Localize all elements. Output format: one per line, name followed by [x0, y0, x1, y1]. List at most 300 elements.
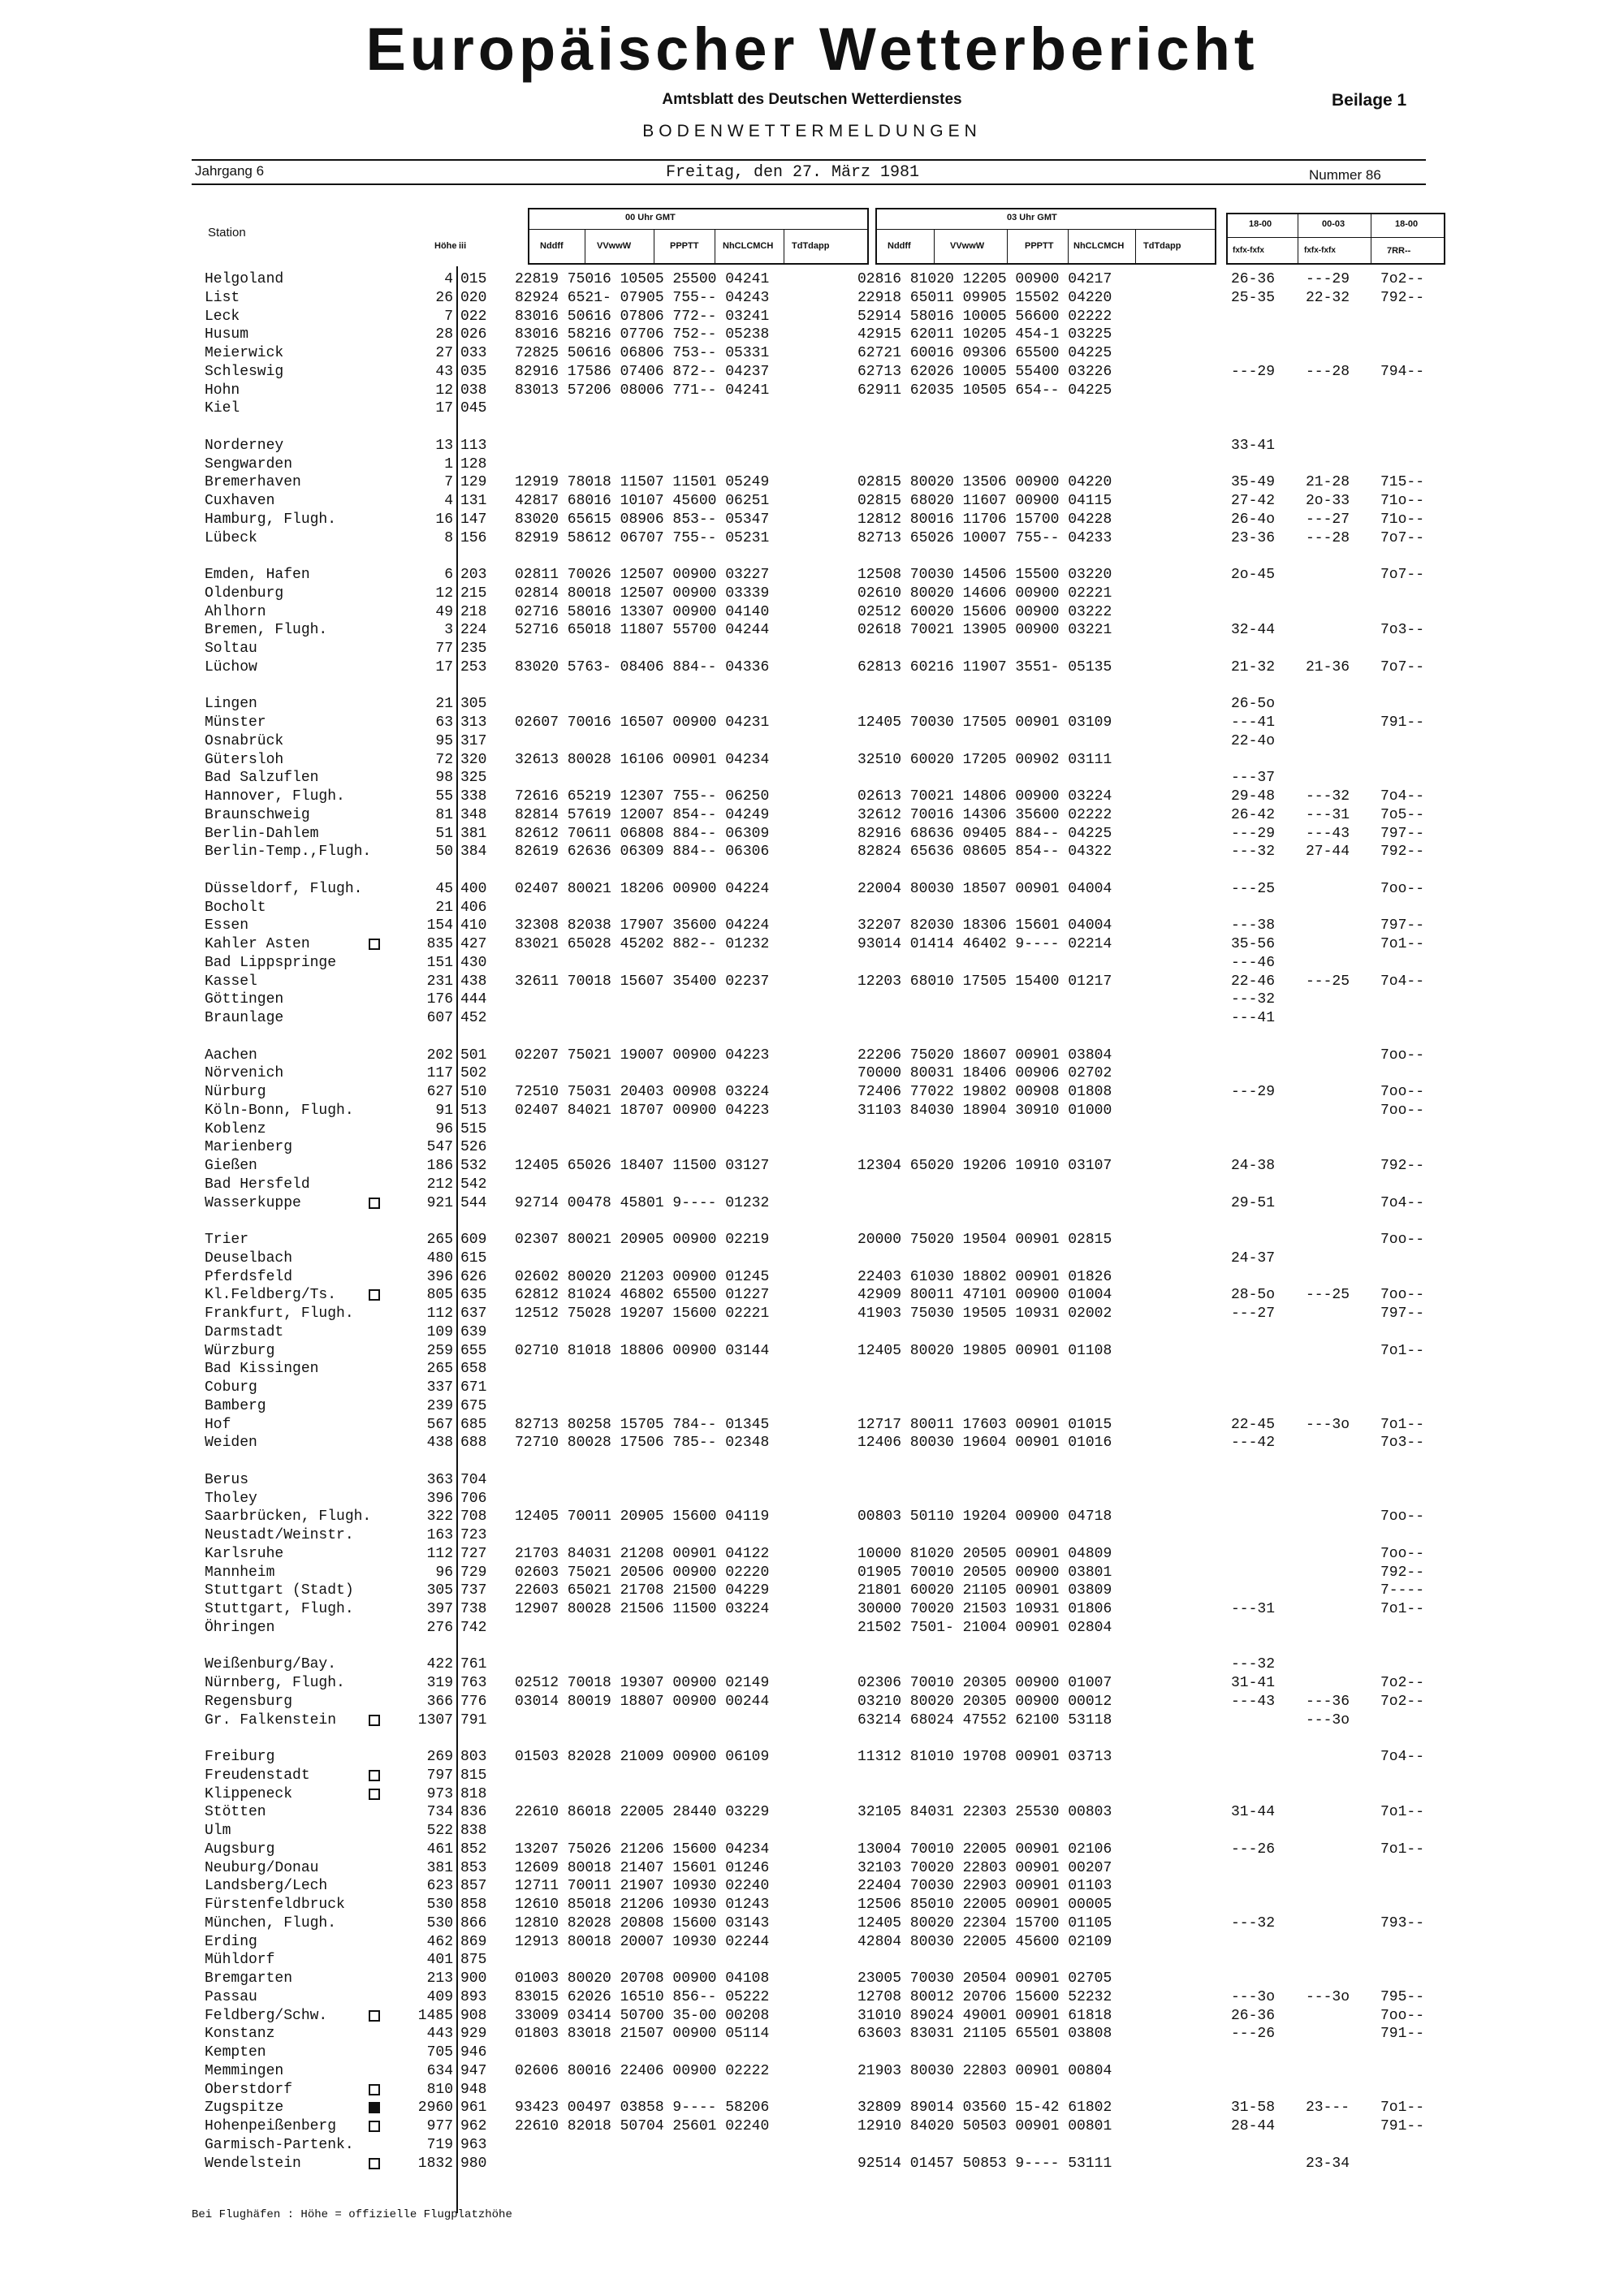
station-height: 719: [426, 2136, 453, 2153]
obs-03: 92514 01457 50853 9---- 53111: [857, 2155, 1112, 2172]
station-name: Oberstdorf: [205, 2081, 293, 2098]
station-index: 815: [460, 1767, 487, 1784]
station-height: 276: [426, 1619, 453, 1636]
obs-03: 31010 89024 49001 00901 61818: [857, 2007, 1112, 2024]
station-name: Braunschweig: [205, 806, 310, 823]
extra-00-03: 23-34: [1306, 2155, 1350, 2172]
station-index: 156: [460, 529, 487, 546]
obs-03: 12708 80012 20706 15600 52232: [857, 1988, 1112, 2005]
obs-00: 83016 58216 07706 752-- 05238: [515, 326, 770, 343]
table-row: [0, 1286, 1624, 1305]
table-row: [0, 363, 1624, 382]
extra-rr: 795--: [1380, 1988, 1425, 2005]
station-name: Münster: [205, 714, 266, 731]
extra-rr: 7oo--: [1380, 1084, 1425, 1100]
extra-18-00-a: 18-00: [1249, 219, 1272, 229]
extra-rr: 7oo--: [1380, 1232, 1425, 1248]
station-index: 035: [460, 363, 487, 380]
extra-rr: 7oo--: [1380, 1545, 1425, 1562]
station-index: 501: [460, 1047, 487, 1064]
obs-03: 62713 62026 10005 55400 03226: [857, 363, 1112, 380]
obs-00: 22819 75016 10505 25500 04241: [515, 271, 770, 287]
station-name: Lüchow: [205, 658, 257, 675]
station-name: Nörvenich: [205, 1065, 284, 1082]
station-index: 305: [460, 696, 487, 713]
station-index: 791: [460, 1711, 487, 1728]
extra-00-03: ---43: [1306, 825, 1350, 842]
station-index: 962: [460, 2118, 487, 2134]
extra-18-00: 29-51: [1231, 1194, 1276, 1211]
extra-18-00: 26-5o: [1231, 696, 1276, 713]
obs-03: 42804 80030 22005 45600 02109: [857, 1933, 1112, 1950]
subtitle: Amtsblatt des Deutschen Wetterdienstes: [662, 91, 962, 108]
station-index: 704: [460, 1471, 487, 1488]
extra-00-03: ---3o: [1306, 1416, 1350, 1433]
station-height: 921: [426, 1194, 453, 1211]
station-index: 452: [460, 1010, 487, 1026]
extra-00-03: 22-32: [1306, 289, 1350, 306]
station-index: 526: [460, 1139, 487, 1156]
obs-00: 82619 62636 06309 884-- 06306: [515, 844, 770, 861]
station-name: Hohenpeißenberg: [205, 2118, 337, 2134]
extra-18-00: 22-46: [1231, 973, 1276, 990]
extra-fxfx-a: fxfx-fxfx: [1233, 246, 1264, 255]
station-height: 154: [426, 917, 453, 934]
table-row: [0, 1822, 1624, 1841]
station-height: 28: [435, 326, 453, 343]
station-height: 239: [426, 1397, 453, 1414]
table-row: [0, 714, 1624, 732]
station-index: 045: [460, 400, 487, 417]
table-row: [0, 2044, 1624, 2062]
extra-18-00: 26-36: [1231, 271, 1276, 287]
section-title: BODENWETTERMELDUNGEN: [642, 122, 982, 140]
station-index: 381: [460, 825, 487, 842]
station-name: Wasserkuppe: [205, 1194, 301, 1211]
table-row: [0, 473, 1624, 492]
extra-18-00: 28-5o: [1231, 1287, 1276, 1304]
station-height: 50: [435, 844, 453, 861]
station-height: 45: [435, 880, 453, 897]
station-index: 427: [460, 936, 487, 952]
extra-18-00: ---41: [1231, 1010, 1276, 1026]
obs-00: 72710 80028 17506 785-- 02348: [515, 1435, 770, 1452]
station-index: 406: [460, 899, 487, 916]
extra-18-00: 33-41: [1231, 437, 1276, 454]
station-index: 875: [460, 1952, 487, 1969]
station-index: 542: [460, 1176, 487, 1193]
station-name: Braunlage: [205, 1010, 284, 1026]
station-name: Bremerhaven: [205, 474, 301, 491]
table-row: [0, 1785, 1624, 1804]
col00-ppptt: PPPTT: [670, 241, 699, 251]
station-height: 186: [426, 1158, 453, 1174]
station-name: Düsseldorf, Flugh.: [205, 880, 363, 897]
table-row: [0, 990, 1624, 1009]
station-height: 322: [426, 1508, 453, 1526]
extra-rr: 797--: [1380, 825, 1425, 842]
extra-18-00: 31-41: [1231, 1675, 1276, 1691]
station-index: 858: [460, 1897, 487, 1913]
station-index: 020: [460, 289, 487, 306]
extra-00-03: 23---: [1306, 2100, 1350, 2117]
station-height: 567: [426, 1416, 453, 1433]
extra-18-00: 26-42: [1231, 806, 1276, 823]
station-name: Gießen: [205, 1158, 257, 1174]
obs-03: 62813 60216 11907 3551- 05135: [857, 658, 1112, 675]
time-00-header: 00 Uhr GMT: [625, 213, 676, 222]
station-name: Kiel: [205, 400, 240, 417]
station-index: 893: [460, 1988, 487, 2005]
station-index: 838: [460, 1823, 487, 1839]
obs-00: 42817 68016 10107 45600 06251: [515, 493, 770, 509]
extra-18-00: 28-44: [1231, 2118, 1276, 2134]
extra-rr: 797--: [1380, 917, 1425, 934]
spacer-row: [0, 547, 1624, 566]
station-index: 235: [460, 641, 487, 657]
obs-03: 02512 60020 15606 00900 03222: [857, 603, 1112, 620]
extra-rr: 7oo--: [1380, 2007, 1425, 2024]
extra-00-03: ---28: [1306, 529, 1350, 546]
table-row: [0, 880, 1624, 899]
obs-03: 63603 83031 21105 65501 03808: [857, 2026, 1112, 2043]
obs-00: 83020 65615 08906 853-- 05347: [515, 511, 770, 528]
obs-03: 23005 70030 20504 00901 02705: [857, 1970, 1112, 1987]
extra-rr: 7o7--: [1380, 567, 1425, 583]
obs-03: 12405 80020 19805 00901 01108: [857, 1342, 1112, 1359]
station-name: Köln-Bonn, Flugh.: [205, 1102, 354, 1119]
station-name: Ulm: [205, 1823, 231, 1839]
spacer-row: [0, 677, 1624, 696]
station-index: 510: [460, 1084, 487, 1100]
table-row: [0, 2081, 1624, 2100]
obs-03: 62911 62035 10505 654-- 04225: [857, 382, 1112, 399]
spacer-row: [0, 1212, 1624, 1231]
station-height: 265: [426, 1232, 453, 1248]
obs-00: 82713 80258 15705 784-- 01345: [515, 1416, 770, 1433]
extra-18-00: 31-58: [1231, 2100, 1276, 2117]
station-name: Cuxhaven: [205, 493, 275, 509]
station-index: 033: [460, 345, 487, 361]
extra-rr: 7o2--: [1380, 1693, 1425, 1710]
station-index: 325: [460, 770, 487, 787]
obs-00: 02603 75021 20506 00900 02220: [515, 1564, 770, 1581]
extra-rr: 7----: [1380, 1582, 1425, 1599]
station-name: Saarbrücken, Flugh.: [205, 1508, 372, 1526]
extra-rr: 791--: [1380, 2026, 1425, 2043]
table-row: [0, 1767, 1624, 1785]
extra-18-00: ---3o: [1231, 1988, 1276, 2005]
extra-rr: 7o4--: [1380, 973, 1425, 990]
station-name: Essen: [205, 917, 249, 934]
table-row: [0, 344, 1624, 363]
table-row: [0, 1970, 1624, 1988]
extra-rr: 791--: [1380, 2118, 1425, 2134]
station-index: 763: [460, 1675, 487, 1691]
station-height: 112: [426, 1306, 453, 1322]
obs-03: 31103 84030 18904 30910 01000: [857, 1102, 1112, 1119]
extra-00-03: 21-28: [1306, 474, 1350, 491]
obs-00: 83015 62026 16510 856-- 05222: [515, 1988, 770, 2005]
obs-03: 21502 7501- 21004 00901 02804: [857, 1619, 1112, 1636]
station-index: 961: [460, 2100, 487, 2117]
station-index: 022: [460, 308, 487, 325]
obs-00: 12919 78018 11507 11501 05249: [515, 474, 770, 491]
station-height: 366: [426, 1693, 453, 1710]
station-name: Bad Lippspringe: [205, 954, 337, 971]
station-index: 900: [460, 1970, 487, 1987]
station-index: 128: [460, 455, 487, 473]
obs-03: 11312 81010 19708 00901 03713: [857, 1749, 1112, 1765]
obs-00: 02607 70016 16507 00900 04231: [515, 714, 770, 731]
obs-03: 12910 84020 50503 00901 00801: [857, 2118, 1112, 2134]
station-index: 129: [460, 474, 487, 491]
station-height: 530: [426, 1914, 453, 1931]
obs-00: 83016 50616 07806 772-- 03241: [515, 308, 770, 325]
extra-rr: 793--: [1380, 1914, 1425, 1931]
station-index: 015: [460, 271, 487, 287]
station-height: 337: [426, 1379, 453, 1396]
station-index: 908: [460, 2007, 487, 2024]
extra-rr: 7o7--: [1380, 529, 1425, 546]
obs-00: 12711 70011 21907 10930 02240: [515, 1878, 770, 1895]
table-row: [0, 1157, 1624, 1176]
table-row: [0, 825, 1624, 844]
obs-03: 12506 85010 22005 00901 00005: [857, 1897, 1112, 1913]
station-height: 409: [426, 1988, 453, 2005]
station-height: 319: [426, 1675, 453, 1691]
station-index: 615: [460, 1249, 487, 1267]
station-height: 112: [426, 1545, 453, 1562]
table-row: [0, 437, 1624, 455]
obs-00: 03014 80019 18807 00900 00244: [515, 1693, 770, 1710]
station-height: 363: [426, 1471, 453, 1488]
station-index: 313: [460, 714, 487, 731]
station-index: 866: [460, 1914, 487, 1931]
station-height: 13: [435, 437, 453, 454]
station-index: 706: [460, 1490, 487, 1507]
table-row: [0, 1083, 1624, 1102]
extra-00-03: ---36: [1306, 1693, 1350, 1710]
station-name: Neustadt/Weinstr.: [205, 1527, 354, 1543]
station-index: 761: [460, 1656, 487, 1673]
station-height: 8: [444, 529, 453, 546]
extra-rr: 794--: [1380, 363, 1425, 380]
extra-00-03: ---31: [1306, 806, 1350, 823]
station-name: Kassel: [205, 973, 257, 990]
obs-00: 22610 82018 50704 25601 02240: [515, 2118, 770, 2134]
station-index: 738: [460, 1601, 487, 1617]
station-name: Zugspitze: [205, 2100, 284, 2117]
station-name: Bremen, Flugh.: [205, 622, 328, 639]
station-name: Fürstenfeldbruck: [205, 1897, 345, 1913]
station-name: Trier: [205, 1232, 249, 1248]
table-row: [0, 1877, 1624, 1896]
station-height: 3: [444, 622, 453, 639]
extra-18-00: ---32: [1231, 1656, 1276, 1673]
obs-00: 72825 50616 06806 753-- 05331: [515, 345, 770, 361]
station-height: 7: [444, 474, 453, 491]
station-height: 443: [426, 2026, 453, 2043]
station-index: 948: [460, 2081, 487, 2098]
station-index: 803: [460, 1749, 487, 1765]
obs-03: 10000 81020 20505 00901 04809: [857, 1545, 1112, 1562]
obs-00: 12913 80018 20007 10930 02244: [515, 1933, 770, 1950]
station-name: Berlin-Dahlem: [205, 825, 319, 842]
station-index: 218: [460, 603, 487, 620]
station-height: 259: [426, 1342, 453, 1359]
station-index: 203: [460, 567, 487, 583]
table-row: [0, 788, 1624, 806]
station-name: Nürnberg, Flugh.: [205, 1675, 345, 1691]
station-height: 805: [426, 1287, 453, 1304]
table-row: [0, 1693, 1624, 1711]
extra-rr: 7o1--: [1380, 1841, 1425, 1858]
issue-number: Nummer 86: [1309, 167, 1381, 183]
obs-00: 12609 80018 21407 15601 01246: [515, 1859, 770, 1876]
obs-00: 72510 75031 20403 00908 03224: [515, 1084, 770, 1100]
station-height: 705: [426, 2044, 453, 2061]
station-index: 384: [460, 844, 487, 861]
jahrgang: Jahrgang 6: [195, 163, 265, 179]
obs-03: 21801 60020 21105 00901 03809: [857, 1582, 1112, 1599]
station-height: 77: [435, 641, 453, 657]
station-height: 305: [426, 1582, 453, 1599]
obs-03: 82713 65026 10007 755-- 04233: [857, 529, 1112, 546]
table-row: [0, 640, 1624, 658]
station-name: Koblenz: [205, 1120, 266, 1137]
extra-00-03: 27-44: [1306, 844, 1350, 861]
obs-00: 01003 80020 20708 00900 04108: [515, 1970, 770, 1987]
station-height: 151: [426, 954, 453, 971]
station-name: Weißenburg/Bay.: [205, 1656, 337, 1673]
spacer-row: [0, 1729, 1624, 1748]
table-row: [0, 326, 1624, 344]
station-name: Kl.Feldberg/Ts.: [205, 1287, 337, 1304]
extra-rr: 7o1--: [1380, 936, 1425, 952]
station-name: Frankfurt, Flugh.: [205, 1306, 354, 1322]
station-index: 675: [460, 1397, 487, 1414]
extra-rr: 7oo--: [1380, 1287, 1425, 1304]
table-row: [0, 732, 1624, 751]
header-rule-top: [192, 159, 1426, 161]
obs-03: 12304 65020 19206 10910 03107: [857, 1158, 1112, 1174]
station-height: 607: [426, 1010, 453, 1026]
obs-00: 62812 81024 46802 65500 01227: [515, 1287, 770, 1304]
table-row: [0, 621, 1624, 640]
station-index: 147: [460, 511, 487, 528]
station-height: 12: [435, 382, 453, 399]
station-name: Bad Salzuflen: [205, 770, 319, 787]
station-name: Mannheim: [205, 1564, 275, 1581]
extra-18-00: ---25: [1231, 880, 1276, 897]
station-height: 21: [435, 899, 453, 916]
station-height: 81: [435, 806, 453, 823]
ii-header: iii: [459, 241, 467, 251]
station-name: Tholey: [205, 1490, 257, 1507]
station-header: Station: [208, 226, 246, 240]
station-index: 438: [460, 973, 487, 990]
table-row: [0, 1176, 1624, 1194]
station-name: Osnabrück: [205, 732, 284, 749]
col03-clouds: NhCLCMCH: [1073, 241, 1125, 251]
table-row: [0, 1379, 1624, 1397]
table-row: [0, 1397, 1624, 1416]
table-row: [0, 1951, 1624, 1970]
table-row: [0, 2007, 1624, 2026]
station-index: 869: [460, 1933, 487, 1950]
station-index: 637: [460, 1306, 487, 1322]
obs-00: 22610 86018 22005 28440 03229: [515, 1804, 770, 1821]
table-row: [0, 1138, 1624, 1157]
station-index: 671: [460, 1379, 487, 1396]
table-row: [0, 973, 1624, 991]
station-name: Aachen: [205, 1047, 257, 1064]
station-name: Helgoland: [205, 271, 284, 287]
station-height: 396: [426, 1490, 453, 1507]
station-index: 635: [460, 1287, 487, 1304]
table-row: [0, 2062, 1624, 2081]
obs-03: 22918 65011 09905 15502 04220: [857, 289, 1112, 306]
extra-rr: 7o4--: [1380, 788, 1425, 805]
station-name: Hannover, Flugh.: [205, 788, 345, 805]
table-row: [0, 1600, 1624, 1619]
station-name: Würzburg: [205, 1342, 275, 1359]
station-index: 727: [460, 1545, 487, 1562]
obs-00: 12512 75028 19207 15600 02221: [515, 1306, 770, 1322]
station-height: 4: [444, 271, 453, 287]
table-row: [0, 1120, 1624, 1139]
station-name: Berlin-Temp.,Flugh.: [205, 844, 372, 861]
obs-03: 72406 77022 19802 00908 01808: [857, 1084, 1112, 1100]
extra-rr: 7o2--: [1380, 271, 1425, 287]
table-row: [0, 270, 1624, 289]
table-row: [0, 2136, 1624, 2155]
table-row: [0, 1064, 1624, 1083]
extra-rr: 7o4--: [1380, 1194, 1425, 1211]
obs-00: 32308 82038 17907 35600 04224: [515, 917, 770, 934]
beilage-label: Beilage 1: [1332, 91, 1407, 110]
station-height: 98: [435, 770, 453, 787]
table-row: [0, 1711, 1624, 1730]
station-index: 113: [460, 437, 487, 454]
station-height: 17: [435, 400, 453, 417]
station-index: 852: [460, 1841, 487, 1858]
table-row: [0, 529, 1624, 548]
obs-03: 32207 82030 18306 15601 04004: [857, 917, 1112, 934]
obs-00: 02407 80021 18206 00900 04224: [515, 880, 770, 897]
station-index: 723: [460, 1527, 487, 1543]
obs-00: 12405 65026 18407 11500 03127: [515, 1158, 770, 1174]
station-name: Deuselbach: [205, 1249, 293, 1267]
extra-18-00: 25-35: [1231, 289, 1276, 306]
station-index: 317: [460, 732, 487, 749]
obs-00: 32613 80028 16106 00901 04234: [515, 751, 770, 768]
table-row: [0, 1434, 1624, 1452]
station-height: 797: [426, 1767, 453, 1784]
spacer-row: [0, 1028, 1624, 1047]
station-height: 522: [426, 1823, 453, 1839]
obs-03: 22206 75020 18607 00901 03804: [857, 1047, 1112, 1064]
station-name: Pferdsfeld: [205, 1268, 293, 1285]
station-height: 6: [444, 567, 453, 583]
station-name: Norderney: [205, 437, 284, 454]
block-00-utc: [528, 208, 869, 265]
extra-18-00: ---32: [1231, 844, 1276, 861]
col03-tdapp: TdTdapp: [1143, 241, 1181, 251]
extra-rr: 7o5--: [1380, 806, 1425, 823]
station-height: 21: [435, 696, 453, 713]
